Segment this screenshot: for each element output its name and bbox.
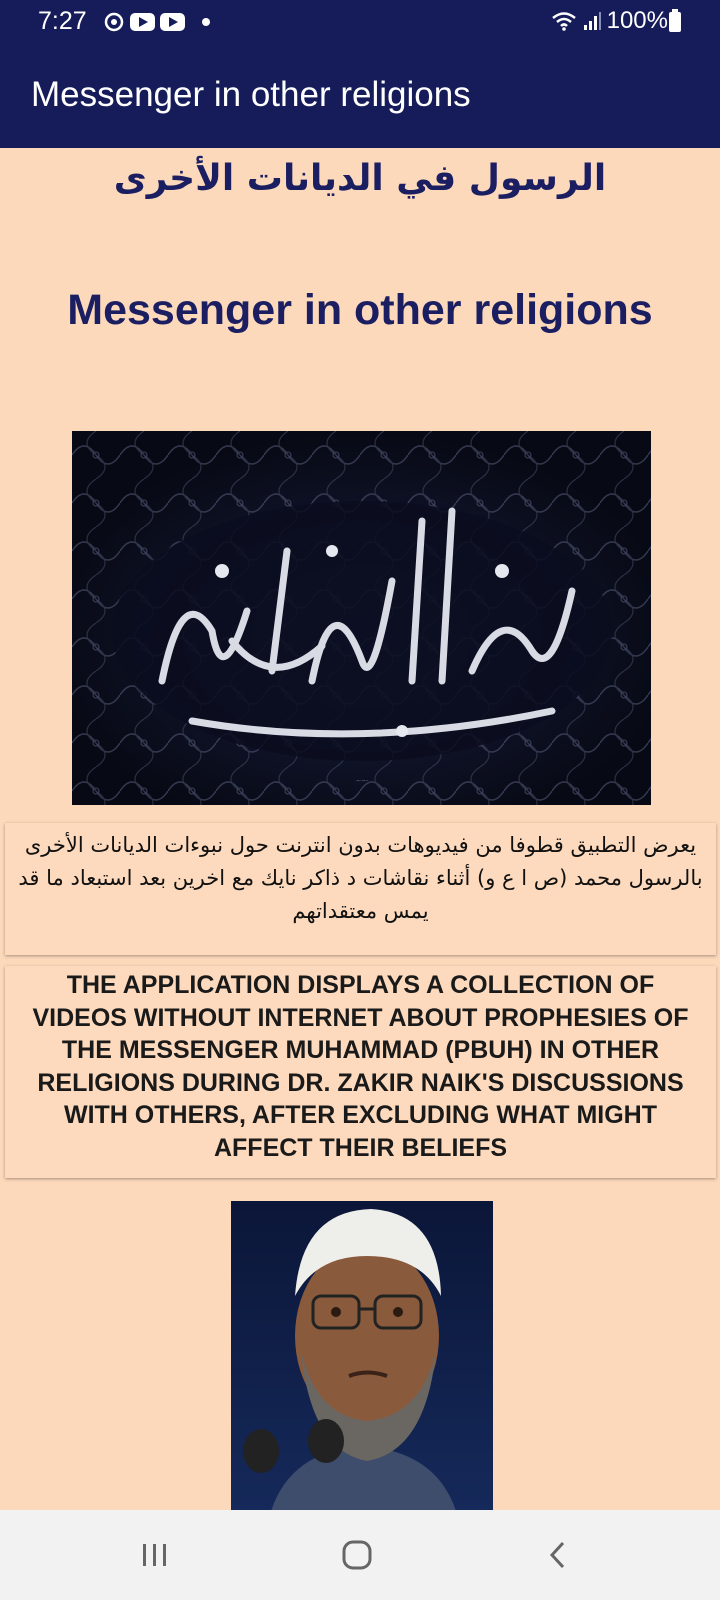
notification-dot-icon [202,18,210,26]
battery-percent: 100% [606,7,668,34]
calligraphy-banner-image [72,431,651,805]
recents-button[interactable] [125,1535,185,1575]
banner-calligraphy-text: وما أرسلناك إلا رحمة للعالمين [355,781,369,782]
home-icon [341,1539,373,1571]
english-description: THE APPLICATION DISPLAYS A COLLECTION OF VIDEOS WITHOUT INTERNET ABOUT PROPHESIES OF THE MESSENGER MUHAMMAD (PBUH) IN OTHER RELIGIONS DURING DR. ZAKIR NAIK'S DISCUSSIONS WITH OTHERS, AFTER EXCLUDING WHAT MIGHT AFFECT THEIR BELIEFS [32,971,689,1162]
english-description-card [5,966,716,1178]
wifi-icon [551,11,577,31]
youtube-icon [130,13,155,31]
battery-icon [669,12,681,32]
navigation-bar [0,1510,720,1600]
youtube-icon [160,13,185,31]
recents-icon [140,1542,170,1568]
back-icon [548,1540,568,1570]
english-title: Messenger in other religions [67,286,653,334]
arabic-description-card [5,823,716,955]
arabic-title: الرسول في الديانات الأخرى [113,158,607,199]
back-button[interactable] [528,1535,588,1575]
status-notification-icons [103,11,210,33]
status-bar [0,0,720,44]
gesture-icon [103,11,125,33]
status-system-icons [551,7,668,35]
app-bar [0,44,720,148]
status-time: 7:27 [38,7,87,35]
arabic-description: يعرض التطبيق قطوفا من فيديوهات بدون انترنت حول نبوءات الديانات الأخرى بالرسول محمد (ص ا ع و) أثناء نقاشات د ذاكر نايك مع اخرين بعد استبعاد ما قد يمس معتقداتهم [18,833,703,923]
home-button[interactable] [327,1535,387,1575]
signal-icon [583,11,601,31]
app-bar-title: Messenger in other religions [31,75,471,114]
speaker-portrait-image [231,1201,493,1511]
